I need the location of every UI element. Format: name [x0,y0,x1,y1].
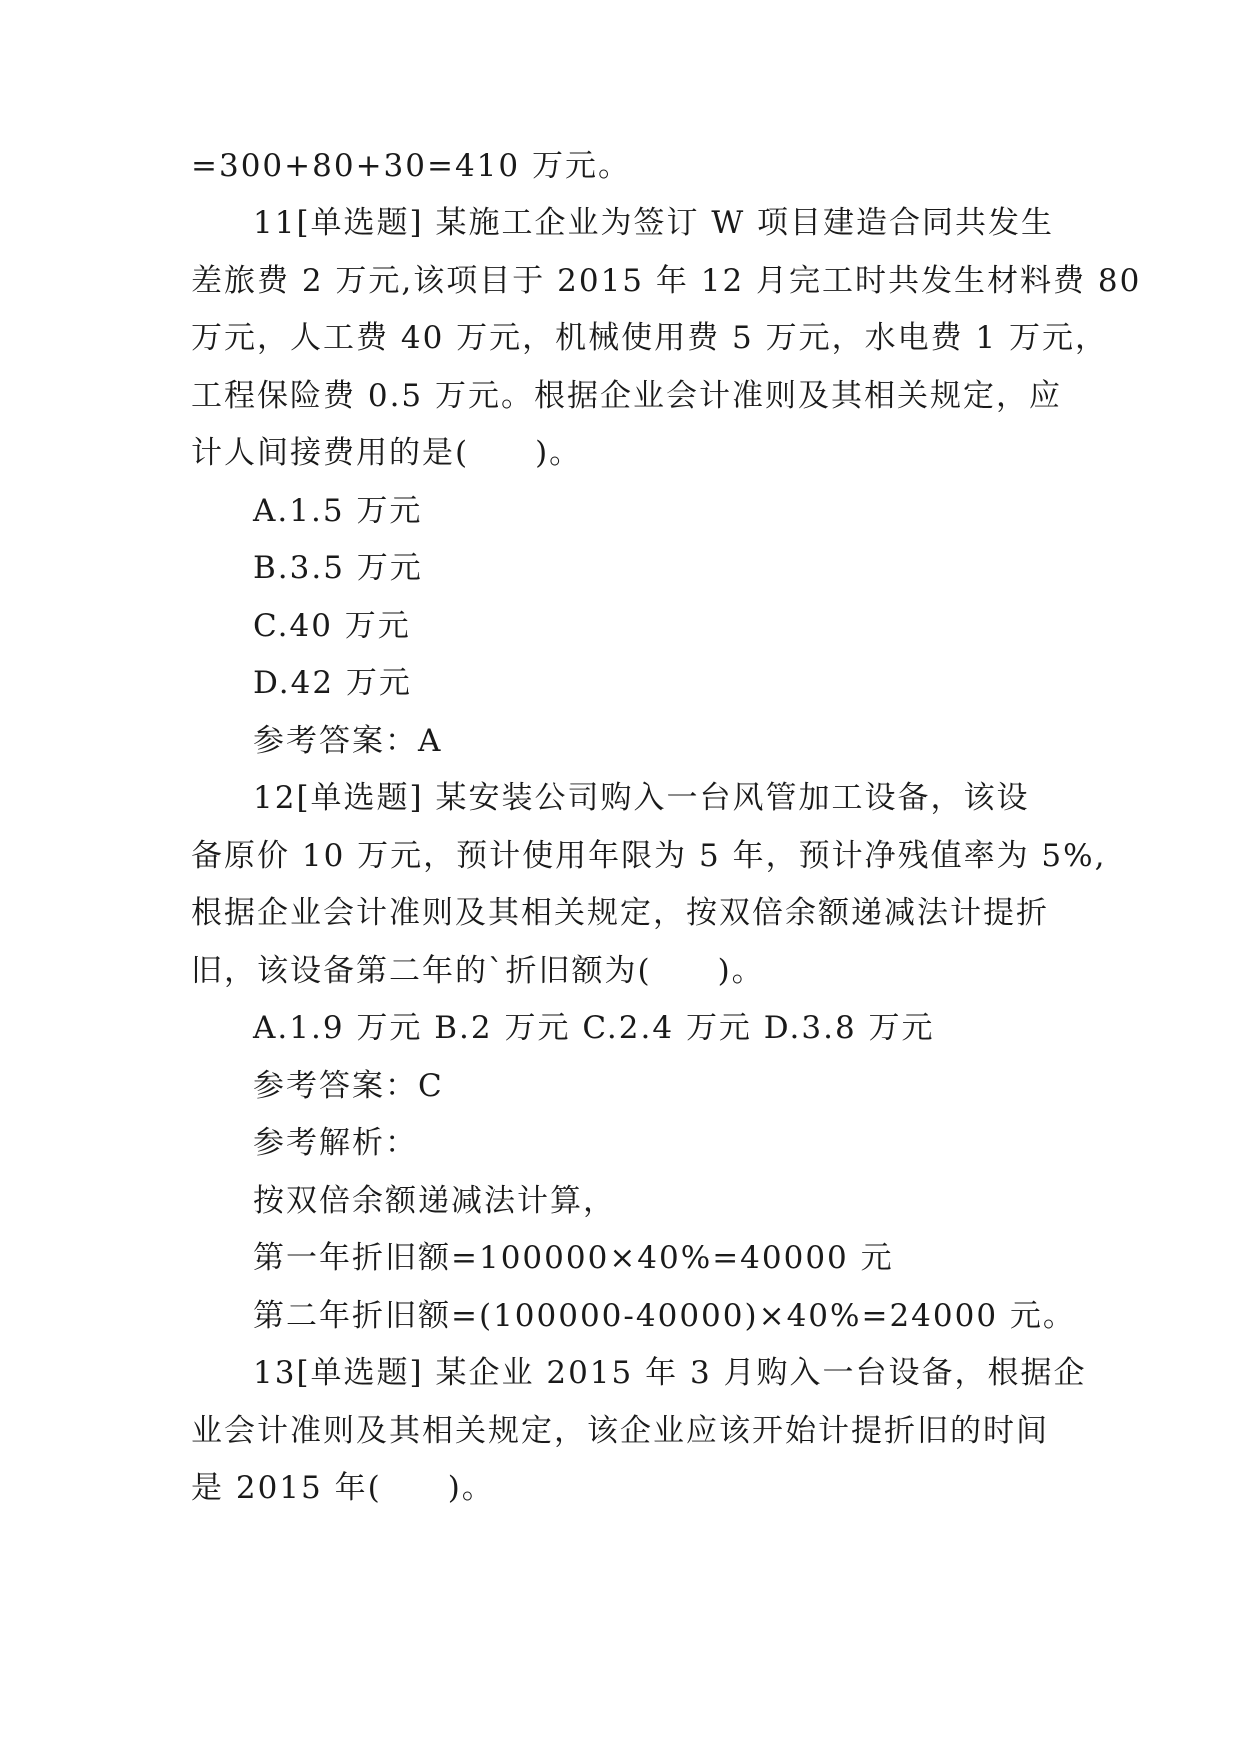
explanation-line: 第一年折旧额=100000×40%=40000 元 [253,1240,894,1276]
text-line: 备原价 10 万元，预计使用年限为 5 年，预计净残值率为 5%, [191,838,1107,874]
option-c: C.40 万元 [253,608,411,644]
text-line: 旧，该设备第二年的`折旧额为( )。 [191,953,765,989]
question-12-stem: 12[单选题] 某安装公司购入一台风管加工设备，该设 [253,780,1030,816]
options-line: A.1.9 万元 B.2 万元 C.2.4 万元 D.3.8 万元 [253,1010,935,1046]
text-line: 工程保险费 0.5 万元。根据企业会计准则及其相关规定，应 [191,378,1063,414]
question-13-stem: 13[单选题] 某企业 2015 年 3 月购入一台设备，根据企 [253,1355,1087,1391]
text-line: 是 2015 年( )。 [191,1470,495,1506]
explanation-line: 第二年折旧额=(100000-40000)×40%=24000 元。 [253,1298,1076,1334]
text-line: 差旅费 2 万元,该项目于 2015 年 12 月完工时共发生材料费 80 [191,263,1142,299]
text-line: 根据企业会计准则及其相关规定，按双倍余额递减法计提折 [191,895,1049,931]
answer: 参考答案：A [253,723,443,759]
text-line: =300+80+30=410 万元。 [191,148,631,184]
answer: 参考答案：C [253,1068,444,1104]
option-a: A.1.5 万元 [253,493,423,529]
option-b: B.3.5 万元 [253,550,423,586]
explanation-heading: 参考解析： [253,1125,418,1161]
option-d: D.42 万元 [253,665,412,701]
text-line: 业会计准则及其相关规定，该企业应该开始计提折旧的时间 [191,1413,1049,1449]
question-11-stem: 11[单选题] 某施工企业为签订 W 项目建造合同共发生 [253,205,1055,241]
text-line: 计人间接费用的是( )。 [191,435,583,471]
text-line: 万元，人工费 40 万元，机械使用费 5 万元，水电费 1 万元， [191,320,1109,356]
explanation-line: 按双倍余额递减法计算， [253,1183,616,1219]
